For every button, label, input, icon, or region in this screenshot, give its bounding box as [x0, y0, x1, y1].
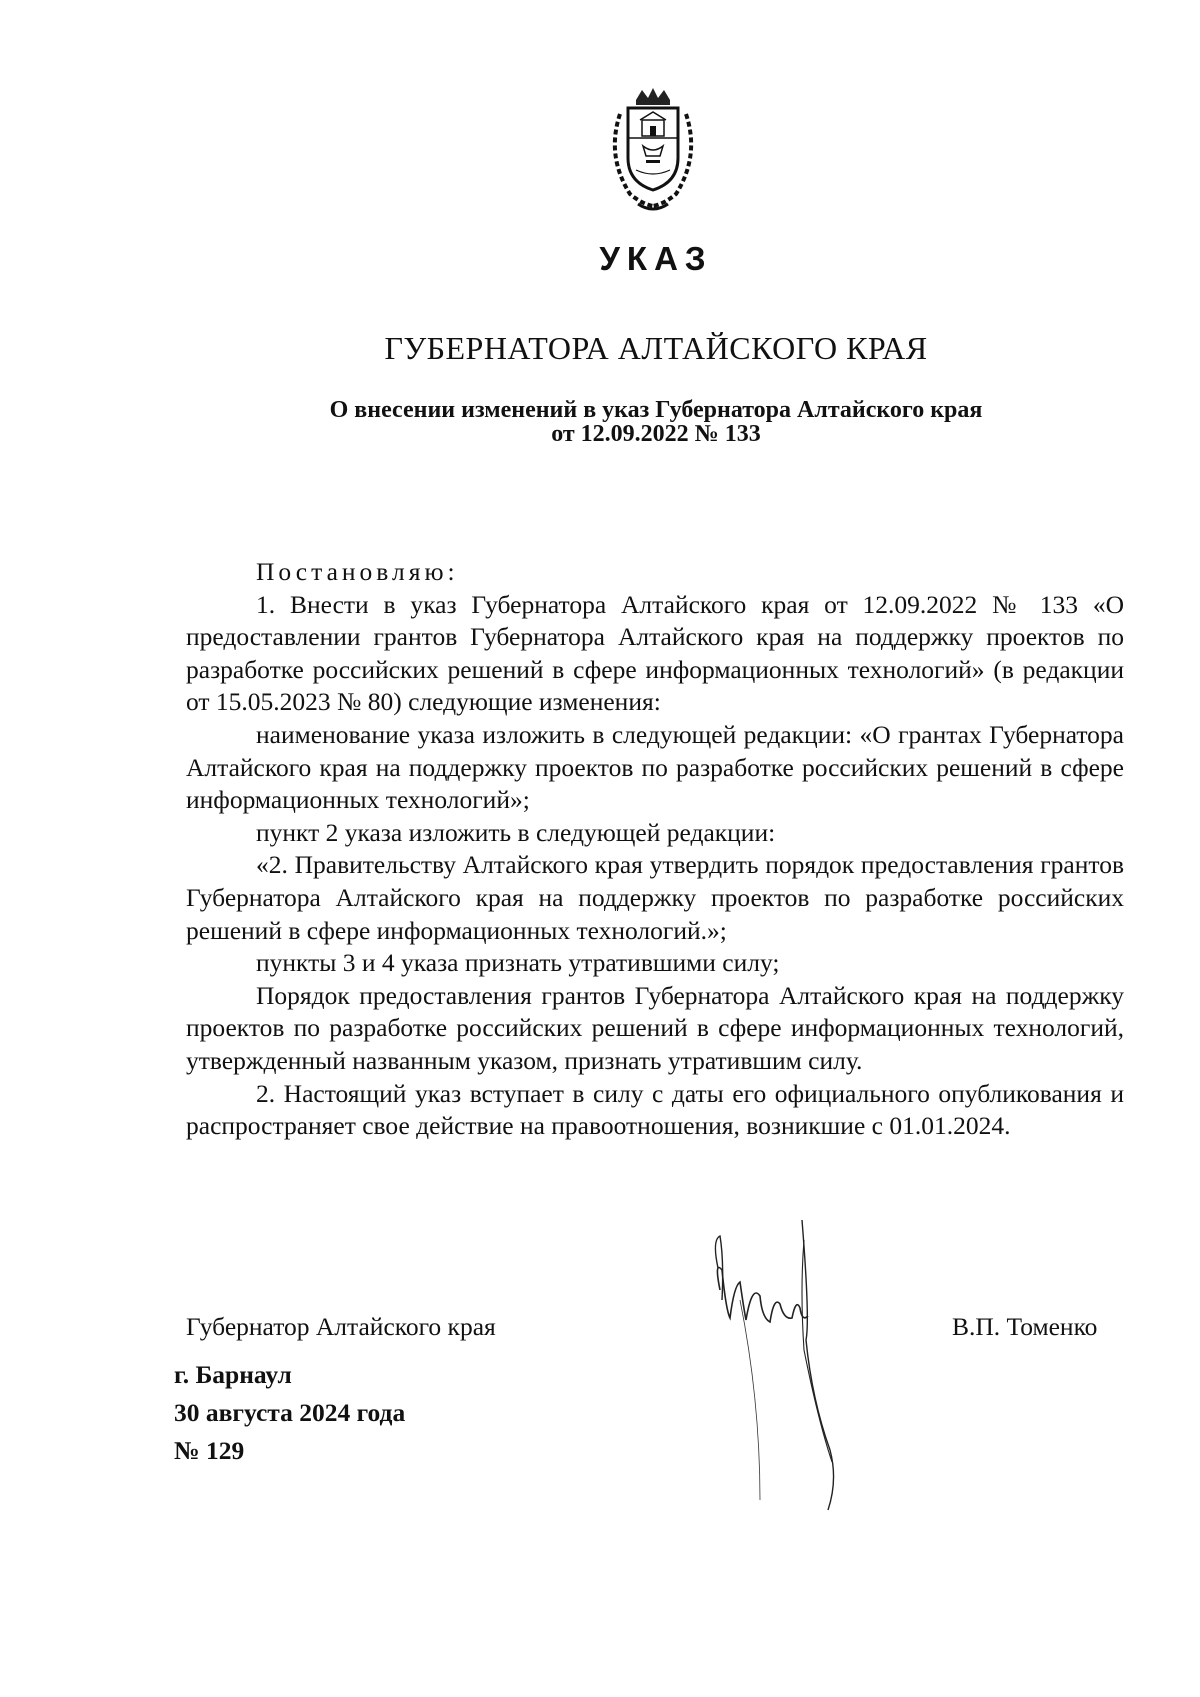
- paragraph: 2. Настоящий указ вступает в силу с даты его официального опубликования и распространяет свое действие на правоотношения, возникшие с 01.01.2024.: [186, 1078, 1124, 1141]
- document-title: [0, 398, 1200, 446]
- paragraph: «2. Правительству Алтайского края утвердить порядок предоставления грантов Губернатора Алтайского края на поддержку проектов по разработке российских решений в сфере информационных технологий.»;: [186, 850, 1124, 945]
- paragraph: 1. Внести в указ Губернатора Алтайского края от 12.09.2022 № 133 «О предоставлении грантов Губернатора Алтайского края на поддержку проектов по разработке российских решений в сфере информационных технологий» (в редакции от 15.05.2023 № 80) следующие изменения:: [186, 589, 1124, 717]
- date: 30 августа 2024 года: [174, 1398, 406, 1427]
- document-type: УКАЗ: [599, 240, 713, 277]
- city: г. Барнаул: [174, 1360, 292, 1389]
- decree-word: Постановляю:: [256, 557, 459, 586]
- handwritten-signature-icon: [700, 1200, 880, 1520]
- paragraph: пункт 2 указа изложить в следующей редакции:: [256, 817, 776, 847]
- issuer: ГУБЕРНАТОРА АЛТАЙСКОГО КРАЯ: [384, 330, 928, 366]
- coat-of-arms-icon: [598, 86, 708, 216]
- signatory-name: В.П. Томенко: [952, 1312, 1098, 1341]
- title-line: О внесении изменений в указ Губернатора Алтайского края: [329, 397, 983, 423]
- paragraph: наименование указа изложить в следующей редакции: «О грантах Губернатора Алтайского края на поддержку проектов по разработке российских решений в сфере информационных технологий»;: [186, 719, 1124, 815]
- document-body: [186, 556, 1124, 1143]
- signatory-position: Губернатор Алтайского края: [186, 1312, 496, 1341]
- place-date-number: [174, 1356, 405, 1470]
- paragraph: Порядок предоставления грантов Губернатора Алтайского края на поддержку проектов по разработке российских решений в сфере информационных технологий, утвержденный названным указом, признать утратившим силу.: [186, 980, 1124, 1075]
- document-number: № 129: [174, 1436, 245, 1465]
- paragraph: пункты 3 и 4 указа признать утратившими силу;: [256, 948, 780, 978]
- title-line: от 12.09.2022 № 133: [551, 421, 761, 447]
